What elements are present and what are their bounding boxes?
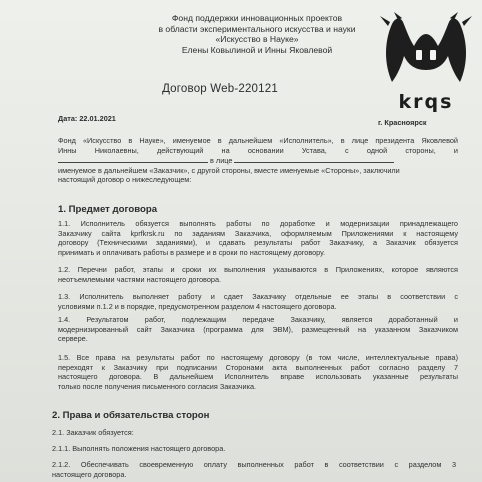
clause-1-3: [58, 292, 458, 311]
clause-line: условиями п.1.2 и в порядке, предусмотренном разделом 4 настоящего договора.: [58, 301, 337, 311]
intro-line-3: [58, 155, 458, 166]
intro-line-1: Фонд «Искусство в Науке», именуемое в дальнейшем «Исполнитель», в лице президента Яковлевой: [58, 136, 458, 145]
clause-line: 2.1.2. Обеспечивать своевременную оплату выполненных работ в соответствии с разделом 3: [52, 460, 456, 469]
logo-wordmark: krqs: [398, 91, 454, 113]
clause-line: только после получения письменного согласия Заказчика.: [58, 381, 257, 391]
contract-city: г. Красноярск: [378, 118, 427, 127]
clause-line: 1.2. Перечни работ, этапы и сроки их выполнения указываются в Приложениях, которое являются: [58, 265, 458, 274]
krqs-watermark-logo: [378, 12, 474, 118]
clause-line: настоящего договора.: [52, 469, 127, 479]
clause-line: переходят к Заказчику при подписании Сторонами акта выполненных работ согласно разделу 7: [58, 362, 458, 372]
intro-paragraph: [58, 136, 458, 185]
clause-2-1-2: [52, 460, 456, 479]
clause-line: 1.3. Исполнитель выполняет работу и сдает Заказчику отдельные ее этапы в соответствии с: [58, 292, 458, 301]
organization-header: [132, 13, 382, 56]
clause-line: 2.1.1. Выполнять положения настоящего договора.: [52, 444, 226, 453]
contract-title: Договор Web-220121: [162, 83, 278, 95]
header-line-2: в области экспериментального искусства и науки: [158, 23, 356, 34]
intro-line-5: настоящий договор о нижеследующем:: [58, 175, 192, 185]
clause-line: Заказчику сайта kprfkrsk.ru по заданиям Заказчика, оформляемым Приложениями к настоящему: [58, 228, 458, 238]
header-line-1: Фонд поддержки инновационных проектов: [171, 13, 343, 23]
clause-2-1: [52, 428, 452, 438]
clause-line: настоящего договора. В дальнейшем Исполнитель вправе использовать указанные результаты: [58, 372, 458, 382]
intro-line-4: именуемое в дальнейшем «Заказчик», с другой стороны, вместе именуемые «Стороны», заключили: [58, 165, 400, 175]
clause-1-4: [58, 315, 458, 344]
clause-line: принимать и оплачивать работы в размере и в сроки по настоящему договору.: [58, 247, 326, 257]
clause-line: 1.5. Все права на результаты работ по настоящему договору (в том числе, интеллектуальные права): [58, 353, 458, 362]
section-2-heading: 2. Права и обязательства сторон: [52, 410, 210, 421]
blank-field: [58, 155, 208, 163]
clause-2-1-1: [52, 444, 452, 454]
clause-1-1: [58, 219, 458, 257]
intro-line-3-text: в лице: [210, 156, 233, 166]
clause-line: сервере.: [58, 334, 88, 344]
clause-line: 1.4. Результатом работ, подлежащим передаче Заказчику, является доработанный и: [58, 315, 458, 324]
contract-date: Дата: 22.01.2021: [58, 114, 116, 123]
blank-field-2: [234, 155, 394, 163]
header-line-3: «Искусство в Науке»: [215, 34, 299, 45]
clause-line: 1.1. Исполнитель обязуется выполнять работы по доработке и модернизации принадлежащего: [58, 219, 458, 228]
horned-creature-logo-icon: [378, 12, 474, 94]
header-line-4: Елены Ковылиной и Инны Яковлевой: [181, 45, 333, 56]
clause-line: неотъемлемыми частями настоящего договора.: [58, 274, 222, 284]
clause-line: модернизированный сайт Заказчика (программа для ЭВМ), размещенный на указанном Заказчиком: [58, 324, 458, 334]
clause-line: 2.1. Заказчик обязуется:: [52, 428, 134, 437]
clause-1-5: [58, 353, 458, 391]
section-1-heading: 1. Предмет договора: [58, 204, 158, 215]
clause-line: договору (Техническими заданиями), и сдавать результаты работ Заказчику, а Заказчик обязуется: [58, 238, 458, 248]
intro-line-2: Инны Николаевны, действующий на основании Устава, с одной стороны, и: [58, 145, 458, 155]
clause-1-2: [58, 265, 458, 284]
